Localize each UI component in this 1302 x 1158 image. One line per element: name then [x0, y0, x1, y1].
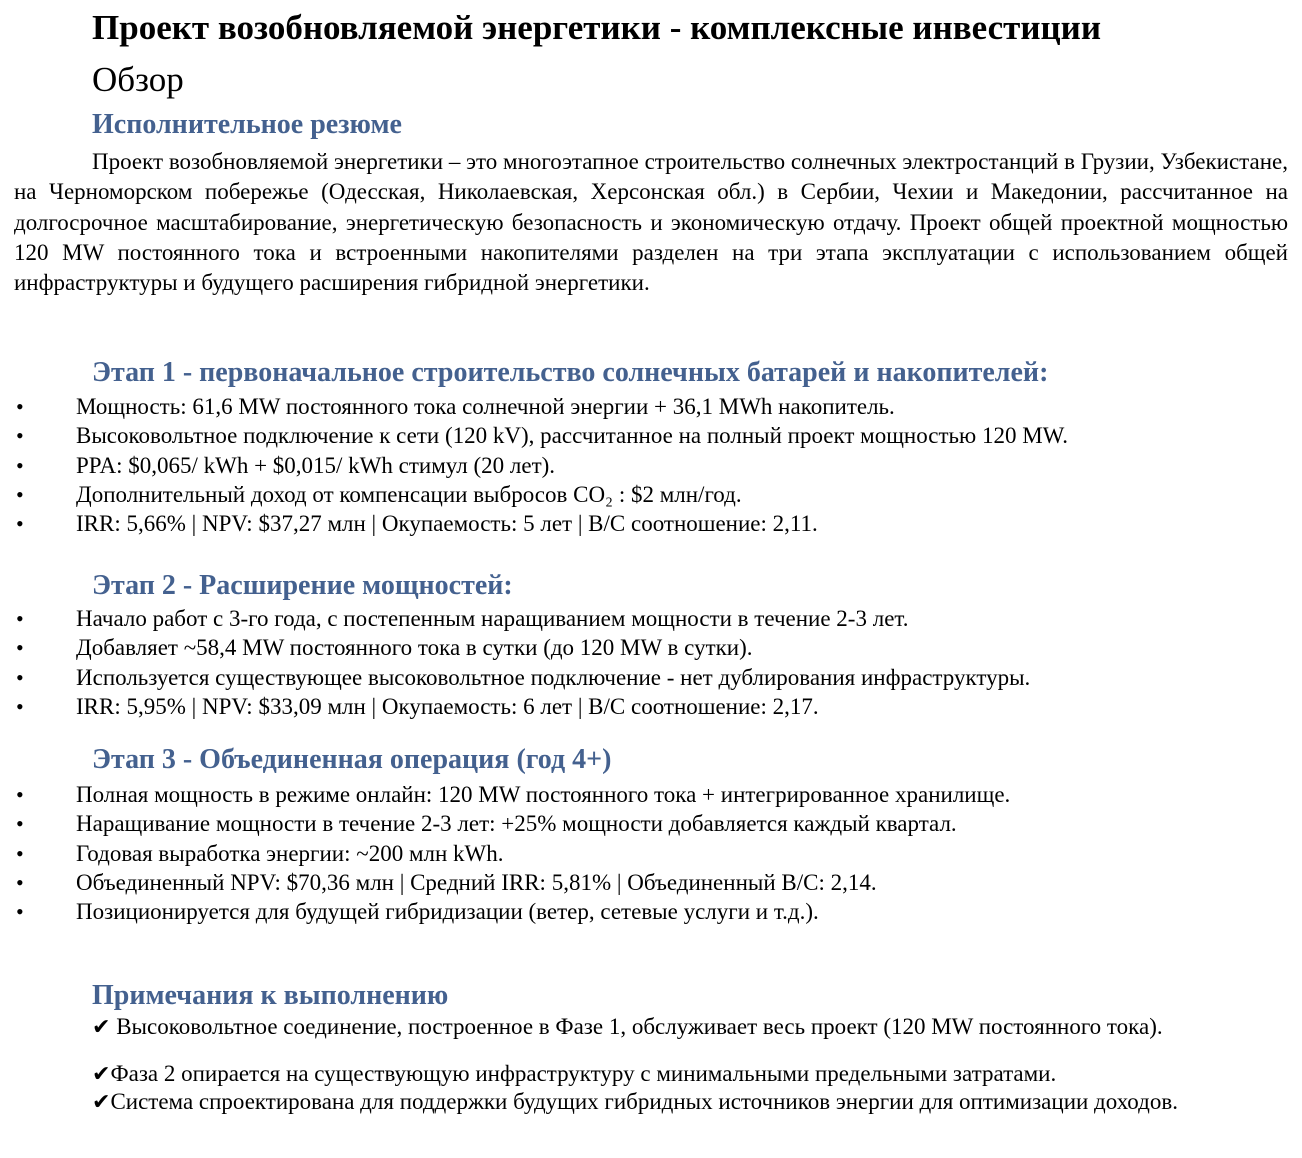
notes-item: ✔Система спроектирована для поддержки будущих гибридных источников энергии для оптимизации доходов. — [92, 1089, 1178, 1115]
stage3-heading: Этап 3 - Объединенная операция (год 4+) — [92, 744, 612, 775]
checkmark-icon: ✔ — [92, 1015, 111, 1040]
bullet-icon: • — [16, 693, 24, 719]
notes-heading: Примечания к выполнению — [92, 980, 449, 1011]
bullet-icon: • — [16, 811, 24, 837]
list-item: • Полная мощность в режиме онлайн: 120 MW постоянного тока + интегрированное хранилище. — [0, 780, 1010, 809]
stage2-heading: Этап 2 - Расширение мощностей: — [92, 570, 513, 601]
bullet-icon: • — [16, 635, 24, 661]
bullet-icon: • — [16, 452, 24, 478]
stage3-list — [0, 780, 1010, 926]
bullet-icon: • — [16, 869, 24, 895]
list-item: • Высоковольтное подключение к сети (120 kV), рассчитанное на полный проект мощностью 120 MW. — [0, 421, 1068, 450]
document-subtitle: Обзор — [92, 60, 184, 99]
list-item: • Объединенный NPV: $70,36 млн | Средний IRR: 5,81% | Объединенный B/C: 2,14. — [0, 868, 1010, 897]
list-item: • Начало работ с 3-го года, с постепенным наращиванием мощности в течение 2-3 лет. — [0, 604, 1030, 633]
stage2-list — [0, 604, 1030, 721]
list-item: • Используется существующее высоковольтное подключение - нет дублирования инфраструктуры. — [0, 663, 1030, 692]
bullet-icon: • — [16, 664, 24, 690]
stage1-list — [0, 392, 1068, 538]
bullet-icon: • — [16, 840, 24, 866]
list-item: • PPA: $0,065/ kWh + $0,015/ kWh стимул (20 лет). — [0, 451, 1068, 480]
bullet-icon: • — [16, 606, 24, 631]
list-item: • Позиционируется для будущей гибридизации (ветер, сетевые услуги и т.д.). — [0, 897, 1010, 926]
executive-summary-heading: Исполнительное резюме — [92, 109, 402, 140]
list-item: • Мощность: 61,6 MW постоянного тока солнечной энергии + 36,1 MWh накопитель. — [0, 392, 1068, 421]
notes-item: ✔Фаза 2 опирается на существующую инфраструктуру с минимальными предельными затратами. — [92, 1061, 1057, 1087]
list-item: • Годовая выработка энергии: ~200 млн kWh. — [0, 839, 1010, 868]
bullet-icon: • — [16, 782, 24, 807]
notes-item: ✔ Высоковольтное соединение, построенное в Фазе 1, обслуживает весь проект (120 MW постоянного тока). — [92, 1014, 1163, 1040]
bullet-icon: • — [16, 899, 24, 925]
list-item: • Дополнительный доход от компенсации выбросов CO₂ : $2 млн/год. — [0, 480, 1068, 509]
list-item: • Наращивание мощности в течение 2-3 лет: +25% мощности добавляется каждый квартал. — [0, 809, 1010, 838]
bullet-icon: • — [16, 423, 24, 449]
executive-summary-text: Проект возобновляемой энергетики – это многоэтапное строительство солнечных электростанций в Грузии, Узбекистане, на Черноморском побережье (Одесская, Николаевская, Херсонская обл.) в Сербии, Чехии и Македонии, рассчитанное на долгосрочное масштабирование, энергетическую безопасность и экономическую отдачу. Проект общей проектной мощностью 120 MW постоянного тока и встроенными накопителями разделен на три этапа эксплуатации с использованием общей инфраструктуры и будущего расширения гибридной энергетики. — [14, 149, 1288, 296]
stage1-heading: Этап 1 - первоначальное строительство солнечных батарей и накопителей: — [92, 357, 1049, 388]
checkmark-icon: ✔ — [92, 1062, 111, 1087]
list-item: • IRR: 5,66% | NPV: $37,27 млн | Окупаемость: 5 лет | B/C соотношение: 2,11. — [0, 509, 1068, 538]
bullet-icon: • — [16, 481, 24, 507]
checkmark-icon: ✔ — [92, 1090, 111, 1115]
list-item: • Добавляет ~58,4 MW постоянного тока в сутки (до 120 MW в сутки). — [0, 633, 1030, 662]
document-title: Проект возобновляемой энергетики - комплексные инвестиции — [92, 8, 1102, 47]
bullet-icon: • — [16, 394, 24, 419]
bullet-icon: • — [16, 511, 24, 537]
list-item: • IRR: 5,95% | NPV: $33,09 млн | Окупаемость: 6 лет | B/C соотношение: 2,17. — [0, 692, 1030, 721]
